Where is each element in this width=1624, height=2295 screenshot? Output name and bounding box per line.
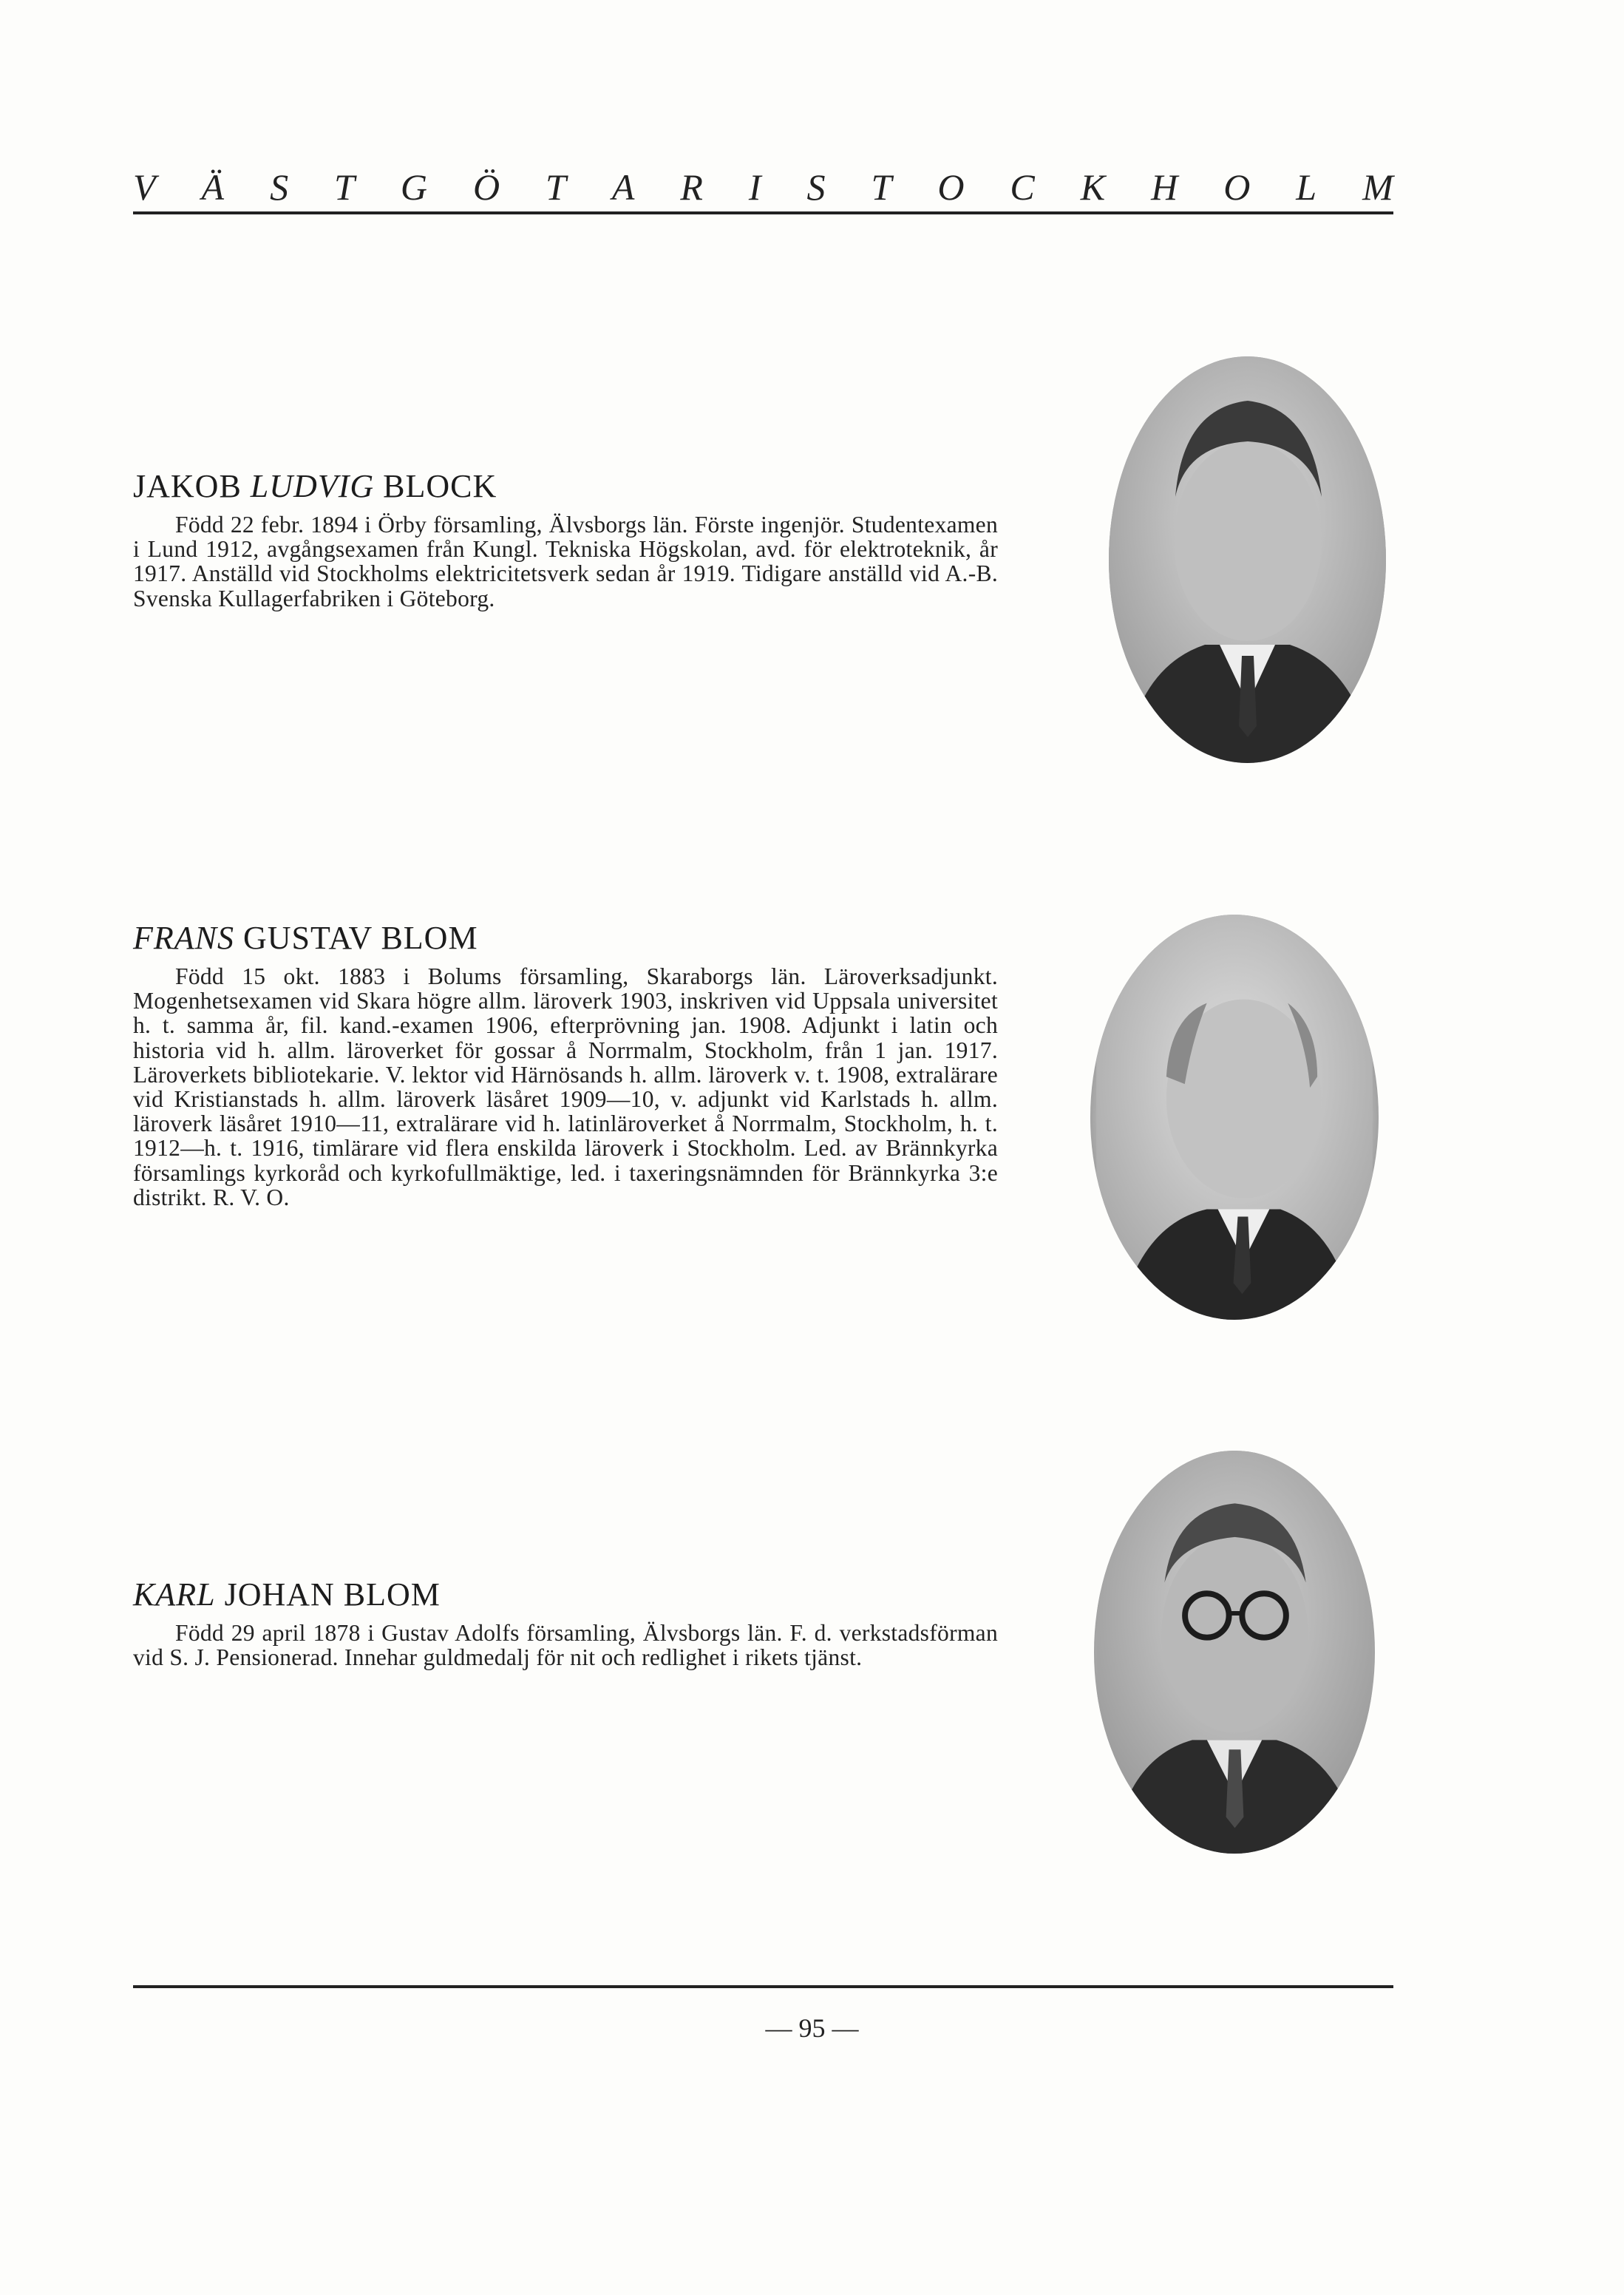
running-header [133,164,1393,209]
name-given: FRANS [133,920,234,956]
portrait-image [1094,1451,1375,1854]
header-letter: H [1151,166,1178,208]
header-letter: M [1362,166,1393,208]
header-letter: R [680,166,703,208]
person-name [133,1576,998,1613]
header-letter: T [871,166,892,208]
header-letter: O [1223,166,1251,208]
header-rule [133,211,1393,214]
person-name [133,467,998,505]
page-number: — 95 — [765,2013,859,2043]
header-letter: G [400,166,427,208]
portrait-image [1090,915,1379,1320]
header-letter: L [1296,166,1317,208]
name-part: JAKOB [133,468,251,504]
header-letter: T [546,166,566,208]
header-letter: Ö [472,166,500,208]
biography-text: Född 15 okt. 1883 i Bolums församling, Skaraborgs län. Läroverksadjunkt. Mogenhetsexamen vid Skara högre allm. läroverk 1903, inskriven vid Uppsala universitet h. t. samma år, fil. kand.-examen 1906, efterprövning jan. 1908. Adjunkt i latin och historia vid h. allm. läroverket för gossar å Norrmalm, Stockholm, från 1 jan. 1917. Läroverkets bibliotekarie. V. lektor vid Härnösands h. allm. läroverk v. t. 1908, extralärare vid Kristianstads h. allm. läroverk läsåret 1909—10, v. adjunkt vid Karlstads h. allm. läroverk läsåret 1910—11, extralärare vid h. latinläroverket å Norrmalm, Stockholm, h. t. 1912—h. t. 1916, timlärare vid flera enskilda läroverk i Stockholm. Led. av Brännkyrka församlings kyrkoråd och kyrkofullmäktige, led. i taxeringsnämnden för Brännkyrka 3:e distrikt. R. V. O. [133,963,998,1210]
person-name [133,919,998,957]
name-given: LUDVIG [250,468,375,504]
header-letter: Ä [201,166,225,208]
biography-entry [133,467,998,611]
biography-text: Född 22 febr. 1894 i Örby församling, Älvsborgs län. Förste ingenjör. Studentexamen i Lund 1912, avgångsexamen från Kungl. Tekniska Högskolan, avd. för elektroteknik, år 1917. Anställd vid Stockholms elektricitetsverk sedan år 1919. Tidigare anställd vid A.-B. Svenska Kullagerfabriken i Göteborg. [133,512,998,611]
name-part: BLOCK [374,468,497,504]
biography-text: Född 29 april 1878 i Gustav Adolfs församling, Älvsborgs län. F. d. verkstadsförman vid S. J. Pensionerad. Innehar guldmedalj för nit och redlighet i rikets tjänst. [133,1620,998,1671]
header-letter: A [611,166,635,208]
name-part: GUSTAV BLOM [234,920,478,956]
header-letter: S [270,166,289,208]
portrait-image [1109,356,1386,763]
header-letter: O [937,166,965,208]
portrait-photo [1094,1451,1375,1854]
header-letter: V [133,166,156,208]
name-given: KARL [133,1576,216,1613]
header-letter: S [806,166,826,208]
portrait-photo [1090,915,1379,1320]
biography-entry [133,919,998,1210]
header-letter: K [1080,166,1106,208]
portrait-photo [1109,356,1386,763]
biography-entry [133,1576,998,1669]
header-letter: C [1010,166,1035,208]
footer-rule [133,1985,1393,1988]
header-letter: T [334,166,355,208]
header-letter: I [748,166,761,208]
name-part: JOHAN BLOM [215,1576,441,1613]
